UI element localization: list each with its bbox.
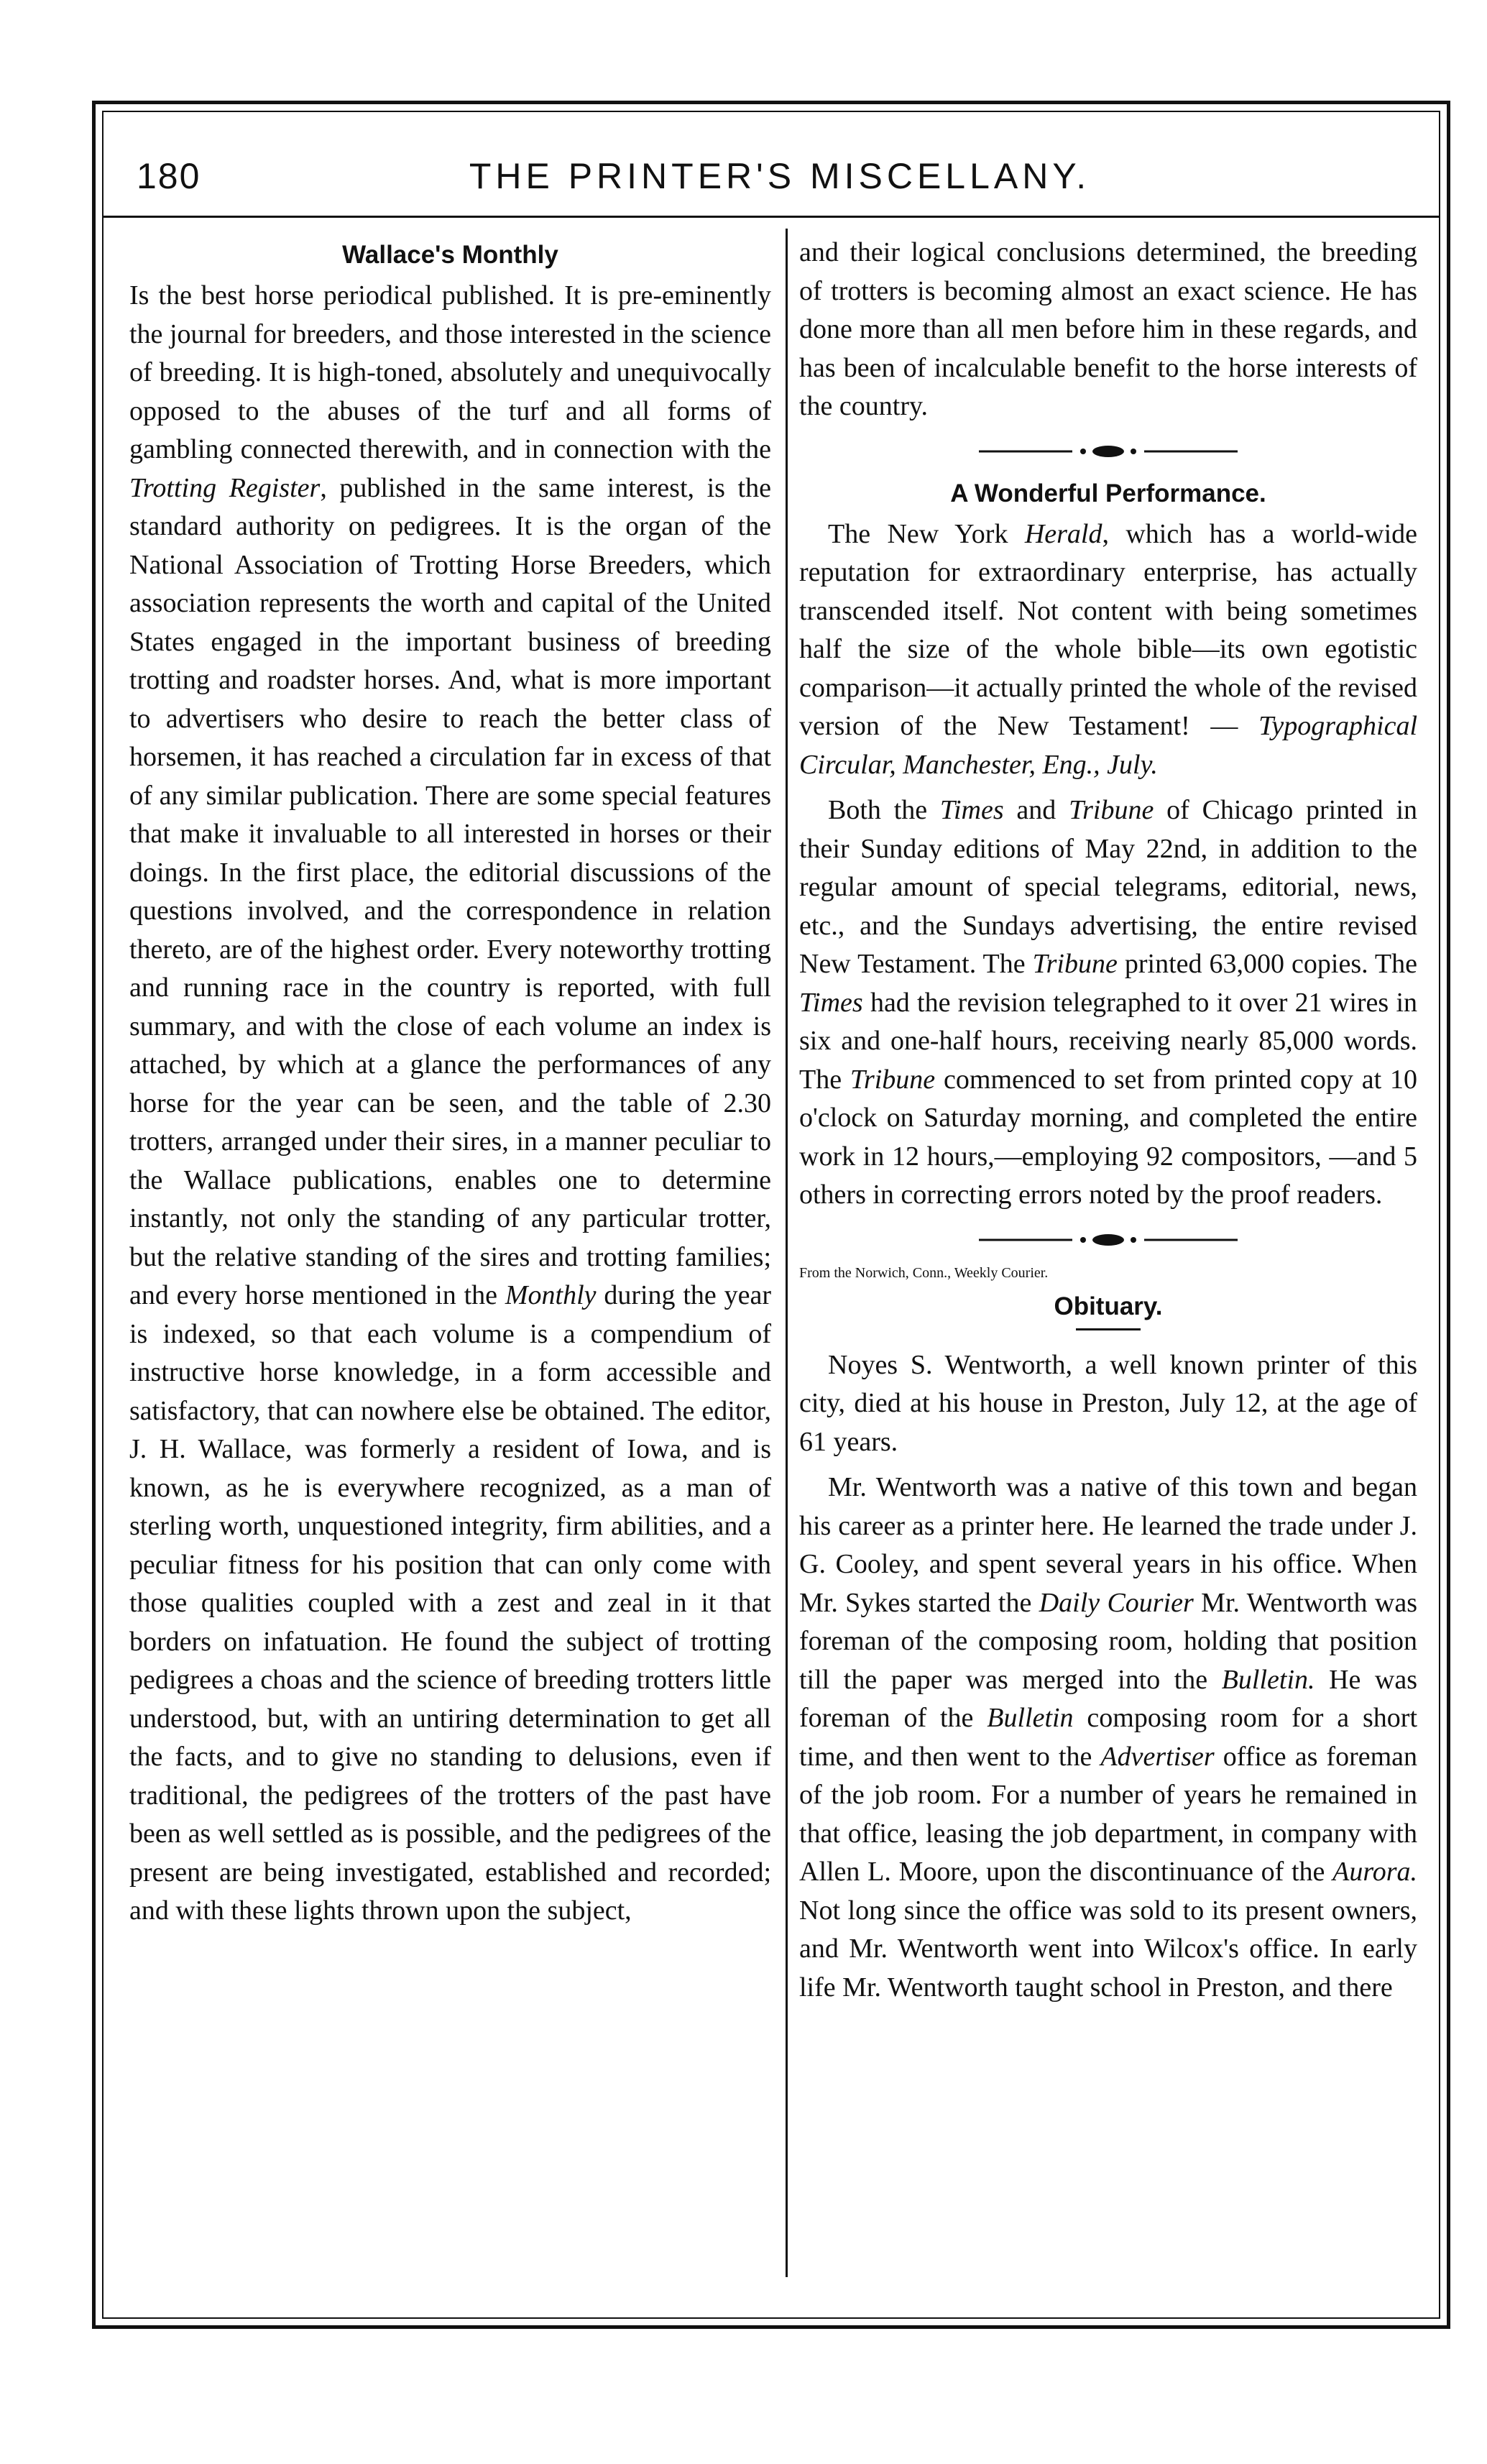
page-number: 180 — [137, 156, 201, 196]
page-header — [137, 144, 1423, 208]
paragraph-times-tribune: Both the Times and Tribune of Chicago printed in their Sunday editions of May 22nd, in addition to the regular amount of special telegrams, editorial, news, etc., and the Sundays advertising, the entire revised New Testament. The Tribune printed 63,000 copies. The Times had the revision telegraphed to it over 21 wires in six and one-half hours, receiving nearly 85,000 words. The Tribune commenced to set from printed copy at 10 o'clock on Saturday morning, and completed the entire work in 12 hours,—employing 92 compositors, —and 5 others in correcting errors noted by the proof readers. — [799, 795, 1418, 1210]
right-column — [799, 234, 1417, 2007]
source-credit: From the Norwich, Conn., Weekly Courier. — [799, 1264, 1049, 1281]
paragraph-herald: The New York Herald, which has a world-wide reputation for extraordinary enterprise, has actually transcended itself. Not content with being sometimes half the size of the whole bible—its own egotistic comparison—it actually printed the whole of the revised version of the New Testament! — Typographical Circular, Manchester, Eng., July. — [799, 518, 1418, 780]
left-column — [129, 234, 771, 1931]
heading-obituary: Obituary. — [1054, 1292, 1163, 1320]
article-continuation: and their logical conclusions determined, the breeding of trotters is becoming almost an exact science. He has done more than all men before him in these regards, and has been of incalculable benefit to the horse interests of the country. — [799, 237, 1417, 421]
ornament-divider-1 — [979, 441, 1238, 462]
paragraph-obituary-intro: Noyes S. Wentworth, a well known printer of this city, died at his house in Preston, July 12, at the age of 61 years. — [799, 1349, 1417, 1457]
article-wallaces-monthly-body: Is the best horse periodical published. It is pre-eminently the journal for breeders, and those interested in the science of breeding. It is high-toned, absolutely and unequivocally opposed to the abuses of the turf and all forms of gambling connected therewith, and in connection with the Trotting Register, published in the same interest, is the standard authority on pedigrees. It is the organ of the National Association of Trotting Horse Breeders, which association represents the worth and capital of the United States engaged in the important business of breeding trotting and roadster horses. And, what is more important to advertisers who desire to reach the better class of horsemen, it has reached a circulation far in excess of that of any similar publication. There are some special features that make it invaluable to all interested in horses or their doings. In the first place, the editorial discussions of the questions involved, and the correspondence in relation thereto, are of the highest order. Every noteworthy trotting and running race in the country is reported, with full summary, and with the close of each volume an index is attached, by which at a glance the performances of any horse for the year can be seen, and the table of 2.30 trotters, arranged under their sires, in a manner peculiar to the Wallace publications, enables one to determine instantly, not only the standing of any particular trotter, but the relative standing of the sires and trotting families; and every horse mentioned in the Monthly during the year is indexed, so that each volume is a compendium of instructive horse knowledge, in a form accessible and satisfactory, that can nowhere else be obtained. The editor, J. H. Wallace, was formerly a resident of Iowa, and is known, as he is everywhere recognized, as a man of sterling worth, unquestioned integrity, firm abilities, and a peculiar fitness for his position that can only come with those qualities coupled with a zest and zeal in it that borders on infatuation. He found the subject of trotting pedigrees a choas and the science of breeding trotters little understood, but, with an untiring determination to get all the facts, and to give no standing to delusions, even if traditional, the pedigrees of the trotters of the past have been as well settled as is possible, and the pedigrees of the present are being investigated, established and recorded; and with these lights thrown upon the subject, — [129, 280, 772, 1926]
column-divider — [786, 229, 788, 2277]
heading-wonderful-performance: A Wonderful Performance. — [950, 479, 1266, 507]
heading-wallaces-monthly: Wallace's Monthly — [342, 241, 558, 269]
paragraph-obituary-career: Mr. Wentworth was a native of this town and began his career as a printer here. He learned the trade under J. G. Cooley, and spent several years in his office. When Mr. Sykes started the Daily Courier Mr. Wentworth was foreman of the composing room, holding that position till the paper was merged into the Bulletin. He was foreman of the Bulletin composing room for a short time, and then went to the Advertiser office as foreman of the job room. For a number of years he remained in that office, leasing the job department, in company with Allen L. Moore, upon the discontinuance of the Aurora. Not long since the office was sold to its present owners, and Mr. Wentworth went into Wilcox's office. In early life Mr. Wentworth taught school in Preston, and there — [799, 1472, 1418, 2003]
running-title: THE PRINTER'S MISCELLANY. — [469, 156, 1091, 196]
ornament-divider-2 — [979, 1229, 1238, 1251]
obituary-rule — [1076, 1328, 1141, 1330]
header-rule — [102, 216, 1440, 218]
